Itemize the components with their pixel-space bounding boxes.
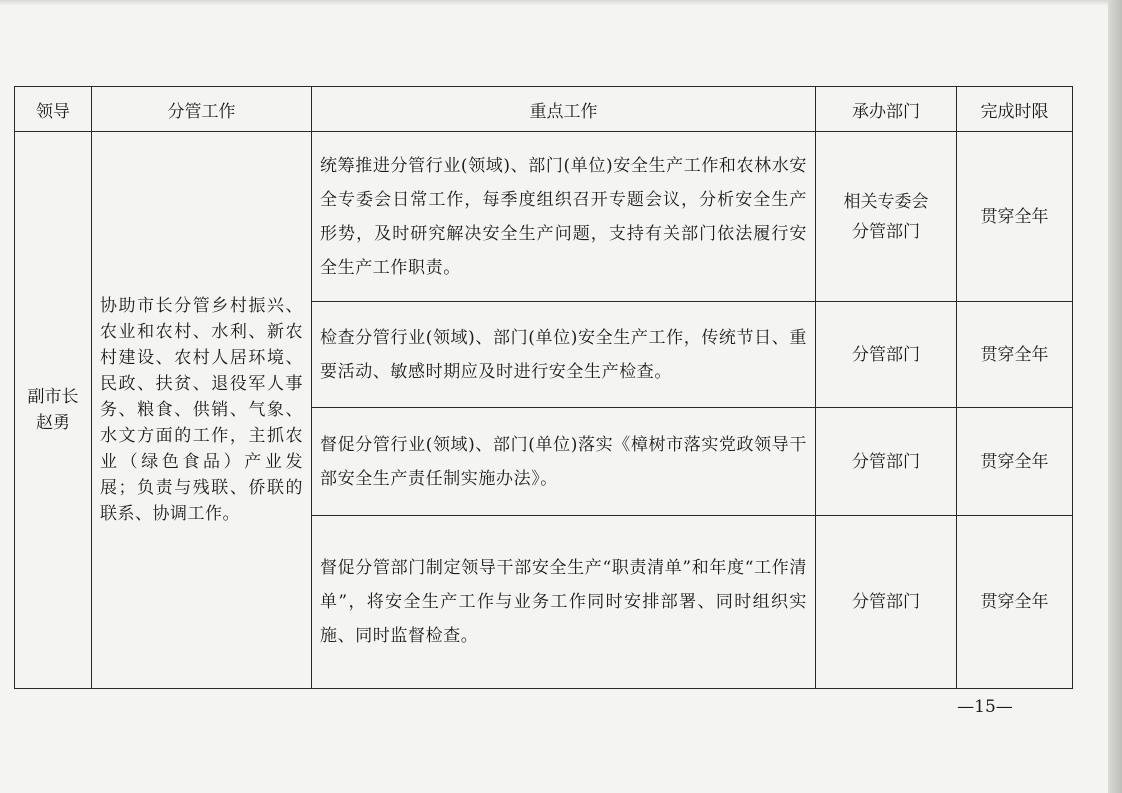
header-dept: 承办部门 [816, 87, 957, 132]
dept-line: 分管部门 [852, 221, 920, 242]
table-row [15, 132, 1073, 302]
dept-cell: 分管部门 [816, 516, 957, 689]
deadline-cell: 贯穿全年 [957, 302, 1073, 408]
header-duty: 分管工作 [92, 87, 312, 132]
deadline-cell: 贯穿全年 [957, 408, 1073, 516]
deadline-cell: 贯穿全年 [957, 132, 1073, 302]
page-edge [1108, 0, 1122, 793]
work-cell: 督促分管部门制定领导干部安全生产“职责清单”和年度“工作清单”，将安全生产工作与业务工作同时安排部署、同时组织实施、同时监督检查。 [312, 516, 816, 689]
dept-cell: 分管部门 [816, 408, 957, 516]
table-header-row [15, 87, 1073, 132]
deadline-cell: 贯穿全年 [957, 516, 1073, 689]
page-top-shadow [0, 0, 1108, 6]
header-deadline: 完成时限 [957, 87, 1073, 132]
duty-cell: 协助市长分管乡村振兴、农业和农村、水利、新农村建设、农村人居环境、民政、扶贫、退役军人事务、粮食、供销、气象、水文方面的工作，主抓农业（绿色食品）产业发展；负责与残联、侨联的联系、协调工作。 [92, 132, 312, 689]
work-cell: 统筹推进分管行业(领域)、部门(单位)安全生产工作和农林水安全专委会日常工作，每季度组织召开专题会议，分析安全生产形势，及时研究解决安全生产问题，支持有关部门依法履行安全生产工作职责。 [312, 132, 816, 302]
dept-line: 相关专委会 [843, 191, 929, 212]
work-cell: 检查分管行业(领域)、部门(单位)安全生产工作，传统节日、重要活动、敏感时期应及时进行安全生产检查。 [312, 302, 816, 408]
responsibility-table [14, 86, 1073, 689]
work-cell: 督促分管行业(领域)、部门(单位)落实《樟树市落实党政领导干部安全生产责任制实施办法》。 [312, 408, 816, 516]
dept-cell: 分管部门 [816, 302, 957, 408]
leader-cell [15, 132, 92, 689]
header-leader: 领导 [15, 87, 92, 132]
page-number: —15— [957, 697, 1013, 717]
leader-name: 赵勇 [36, 413, 70, 433]
leader-title: 副市长 [27, 387, 79, 407]
dept-cell [816, 132, 957, 302]
header-work: 重点工作 [312, 87, 816, 132]
